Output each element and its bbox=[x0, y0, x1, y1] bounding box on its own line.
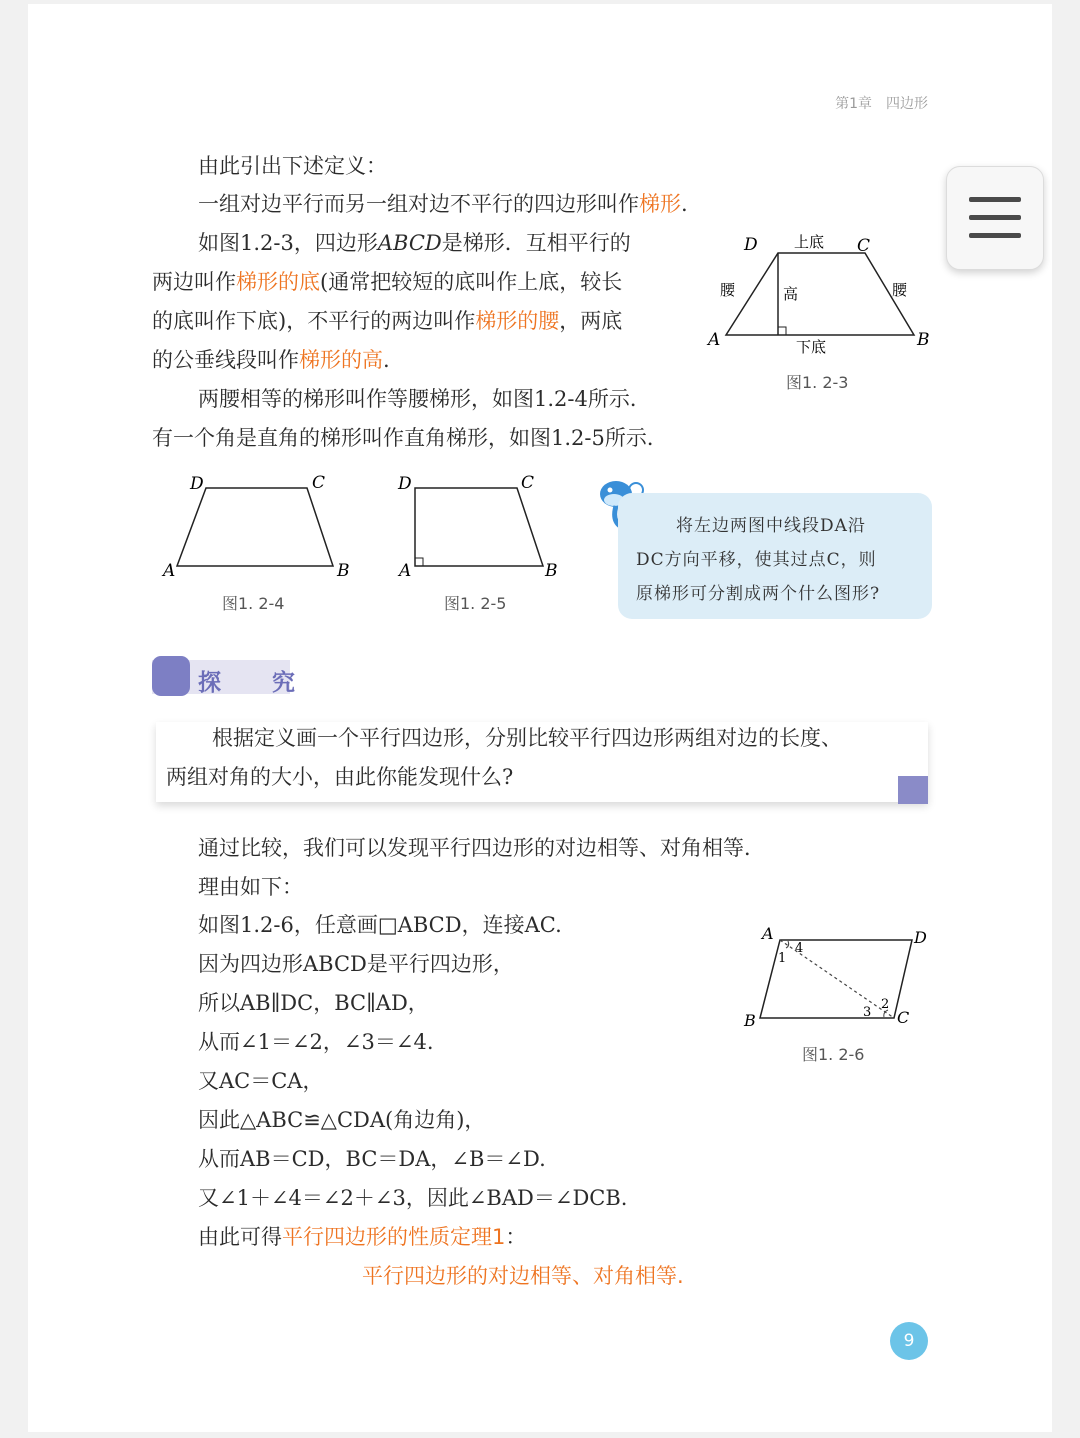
text-line: 从而∠1＝∠2，∠3＝∠4. bbox=[198, 1030, 434, 1054]
text-line: 两边叫作梯形的底(通常把较短的底叫作上底，较长 bbox=[152, 270, 623, 294]
menu-icon-bar bbox=[969, 215, 1021, 220]
label-A: A bbox=[399, 561, 412, 581]
text-line: 如图1.2-3，四边形ABCD是梯形．互相平行的 bbox=[198, 231, 631, 255]
label-A: A bbox=[708, 330, 721, 350]
label-D: D bbox=[398, 474, 412, 494]
page-number-badge: 9 bbox=[890, 1322, 928, 1360]
menu-icon-bar bbox=[969, 233, 1021, 238]
text-line: 因为四边形ABCD是平行四边形， bbox=[198, 952, 514, 976]
text-line: 通过比较，我们可以发现平行四边形的对边相等、对角相等． bbox=[198, 836, 765, 860]
label-bottom-base: 下底 bbox=[796, 338, 827, 356]
angle-label-1: 1 bbox=[778, 951, 787, 966]
angle-label-4: 4 bbox=[795, 941, 804, 956]
angle-label-2: 2 bbox=[881, 997, 890, 1012]
magnifier-icon bbox=[898, 776, 928, 804]
theorem-intro: 由此可得平行四边形的性质定理1： bbox=[198, 1225, 527, 1249]
label-A: A bbox=[163, 561, 176, 581]
label-C: C bbox=[312, 473, 326, 493]
label-D: D bbox=[190, 474, 204, 494]
hint-line: 将左边两图中线段DA沿 bbox=[676, 516, 866, 536]
text-line: 又∠1＋∠4＝∠2＋∠3，因此∠BAD＝∠DCB. bbox=[198, 1186, 628, 1210]
figure-caption: 图1. 2-6 bbox=[802, 1045, 865, 1064]
figure-1-2-5 bbox=[390, 470, 570, 585]
hint-line: DC方向平移，使其过点C，则 bbox=[636, 550, 877, 570]
explore-title: 探 究 bbox=[198, 670, 309, 696]
menu-button[interactable] bbox=[946, 166, 1044, 270]
text-line: 又AC＝CA， bbox=[198, 1069, 324, 1093]
label-D: D bbox=[914, 928, 927, 947]
text-line: 由此引出下述定义： bbox=[198, 154, 387, 178]
text-line: 两腰相等的梯形叫作等腰梯形，如图1.2-4所示． bbox=[198, 387, 651, 411]
text-line: 的底叫作下底)，不平行的两边叫作梯形的腰，两底 bbox=[152, 309, 623, 333]
hint-line: 原梯形可分割成两个什么图形? bbox=[636, 584, 881, 604]
label-B: B bbox=[545, 561, 558, 581]
label-D: D bbox=[744, 235, 758, 255]
telescope-icon bbox=[152, 656, 190, 696]
textbook-page bbox=[28, 4, 1052, 1432]
hint-bubble bbox=[618, 493, 932, 619]
text-line: 因此△ABC≌△CDA(角边角)， bbox=[198, 1108, 486, 1132]
text-line: 理由如下： bbox=[198, 875, 303, 899]
text-line: 如图1.2-6，任意画□ABCD，连接AC. bbox=[198, 913, 562, 937]
text-line: 有一个角是直角的梯形叫作直角梯形，如图1.2-5所示． bbox=[152, 426, 668, 450]
theorem-statement: 平行四边形的对边相等、对角相等. bbox=[362, 1264, 684, 1288]
definition-trapezoid: 一组对边平行而另一组对边不平行的四边形叫作梯形. bbox=[198, 192, 688, 216]
label-top-base: 上底 bbox=[794, 233, 825, 251]
question-line: 根据定义画一个平行四边形，分别比较平行四边形两组对边的长度、 bbox=[212, 726, 842, 750]
text-line: 的公垂线段叫作梯形的高. bbox=[152, 348, 390, 372]
figure-1-2-3 bbox=[700, 225, 940, 365]
figure-caption: 图1. 2-4 bbox=[222, 594, 285, 613]
label-C: C bbox=[857, 236, 871, 256]
menu-icon bbox=[969, 197, 1021, 202]
label-A: A bbox=[762, 924, 774, 943]
label-B: B bbox=[337, 561, 350, 581]
label-C: C bbox=[521, 473, 535, 493]
text-line: 从而AB＝CD，BC＝DA，∠B＝∠D. bbox=[198, 1147, 546, 1171]
label-B: B bbox=[917, 330, 930, 350]
figure-1-2-6 bbox=[738, 920, 938, 1040]
figure-1-2-4 bbox=[155, 470, 365, 585]
chapter-header: 第1章 四边形 bbox=[835, 96, 928, 112]
figure-caption: 图1. 2-5 bbox=[444, 594, 507, 613]
label-leg-left: 腰 bbox=[720, 281, 736, 299]
angle-label-3: 3 bbox=[863, 1005, 872, 1020]
question-line: 两组对角的大小，由此你能发现什么? bbox=[166, 765, 514, 789]
label-height: 高 bbox=[783, 285, 799, 303]
figure-caption: 图1. 2-3 bbox=[786, 373, 849, 392]
label-B: B bbox=[744, 1011, 756, 1030]
label-C: C bbox=[897, 1008, 910, 1027]
text-line: 所以AB∥DC，BC∥AD， bbox=[198, 991, 429, 1015]
label-leg-right: 腰 bbox=[892, 281, 908, 299]
